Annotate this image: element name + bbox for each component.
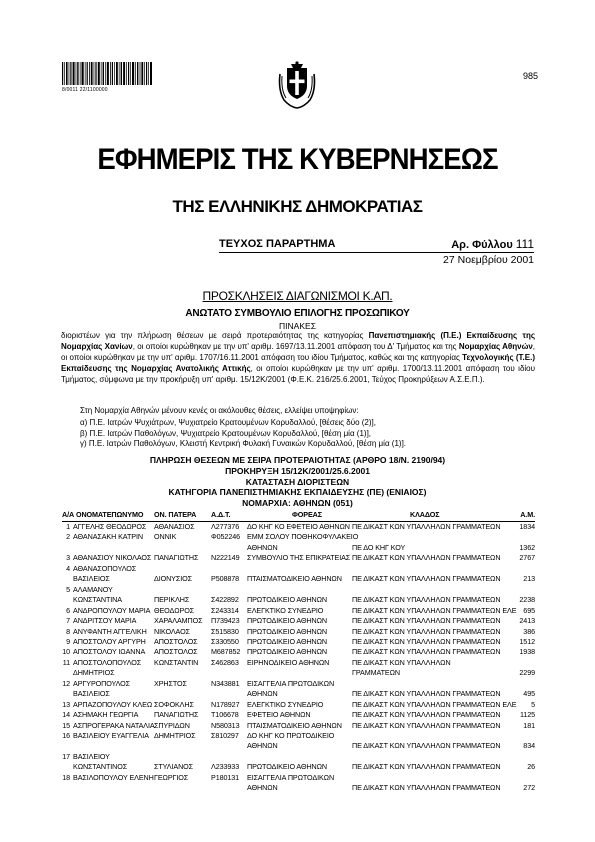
agency: ΑΘΗΝΩΝ [247,542,278,552]
id-number: Μ687852 [211,647,241,657]
father-name: ΘΕΟΔΩΡΟΣ [154,605,195,615]
agency: ΔΟ ΚΗΓ ΚΟ ΠΡΩΤΟΔΙΚΕΙΟ [247,731,335,740]
row-number: 1 [66,522,70,531]
table-row [62,532,535,542]
table-row [62,700,535,710]
issue-date: 27 Νοεμβρίου 2001 [443,254,534,266]
registration-number: 181 [523,720,535,730]
agency: ΕΙΣΑΓΓΕΛΙΑ ΠΡΩΤΟΔΙΚΩΝ [247,772,335,782]
branch: ΠΕ ΔΙΚΑΣΤ ΚΩΝ ΥΠΑΛΛΗΛΩΝ ΓΡΑΜΜΑΤΕΩΝ [352,710,501,720]
council-heading: ΑΝΩΤΑΤΟ ΣΥΜΒΟΥΛΙΟ ΕΠΙΛΟΓΗΣ ΠΡΟΣΩΠΙΚΟΥ [185,308,410,319]
row-number: 5 [66,584,70,594]
father-name: ΧΡΗΣΤΟΣ [154,678,187,688]
agency: ΠΡΩΤΟΔΙΚΕΙΟ ΑΘΗΝΩΝ [247,616,328,626]
father-name: ΣΠΥΡΙΔΩΝ [154,720,190,730]
agency: ΠΤΑΙΣΜΑΤΟΔΙΚΕΙΟ ΑΘΗΝΩΝ [247,720,342,730]
agency: ΠΡΩΤΟΔΙΚΕΙΟ ΑΘΗΝΩΝ [247,647,328,657]
branch: ΠΕ ΔΙΚΑΣΤ ΚΩΝ ΥΠΑΛΛΗΛΩΝ ΓΡΑΜΜΑΤΕΩΝ [352,616,501,626]
registration-number: 2413 [519,616,535,626]
registration-number: 1834 [519,522,535,531]
appointee-name: ΒΑΣΙΛΕΙΟΥ ΕΥΑΓΓΕΛΙΑ [73,731,149,740]
row-number: 8 [66,626,70,636]
row-number: 10 [62,647,70,657]
id-number: Λ277376 [211,522,240,531]
father-name: ΠΑΝΑΓΙΩΤΗΣ [154,710,199,720]
vacancy-item: β) Π.Ε. Ιατρών Παθολόγων, Ψυχιατρείο Κρατουμένων Κορυδαλλού, [θέση μία (1)], [80,428,372,438]
agency: ΕΜΜ ΣΟΛΟΥ ΠΟΘΗΚΟΦΥΛΑΚΕΙΟ [247,532,359,542]
header-rule [219,252,534,253]
sheet-label: Αρ. Φύλλου [451,239,513,251]
table-row [62,647,535,657]
appointee-name: ΑΠΟΣΤΟΛΟΥ ΙΩΑΝΝΑ [73,647,146,657]
father-name: ΔΙΟΝΥΣΙΟΣ [154,574,192,584]
intro-text-4: , οι οποίοι κυρώθηκαν με την υπ' αριθμ. 1700/13.11.2001 απόφαση του ιδίου Τμήματος, σύμφωνα με την προκήρυξη υπ' αριθμ. 15/12Κ/2001 (Φ.Ε.Κ. 216/25.6.2001, Τεύχος Προκηρύξεων Α.Σ.Ε.Π.). [61,363,536,384]
id-number: Τ106678 [211,710,239,720]
appointee-name: ΑΛΑΜΑΝΟΥ [73,584,113,594]
row-number: 12 [62,678,70,688]
branch: ΠΕ ΔΙΚΑΣΤ ΚΩΝ ΥΠΑΛΛΗΛΩΝ ΓΡΑΜΜΑΤΕΩΝ ΕΛΕ [352,605,517,615]
branch: ΠΕ ΔΙΚΑΣΤ ΚΩΝ ΥΠΑΛΛΗΛΩΝ ΓΡΑΜΜΑΤΕΩΝ [352,741,501,751]
appointee-name: ΒΑΣΙΛΕΙΟΥ [73,751,110,761]
announcement-heading: ΠΡΟΚΗΡΥΞΗ 15/12Κ/2001/25.6.2001 [225,466,370,476]
table-row [62,689,535,699]
sheet-number [451,237,534,251]
intro-bold-3: Τεχνολογικής (Τ.Ε.) Εκπαίδευσης της Νομαρχίας Ανατολικής Αττικής [61,352,536,373]
id-number: Ν343881 [211,678,240,688]
id-number: Ρ508878 [211,574,240,584]
branch: ΠΕ ΔΙΚΑΣΤ ΚΩΝ ΥΠΑΛΛΗΛΩΝ ΓΡΑΜΜΑΤΕΩΝ [352,647,501,657]
table-row [62,606,535,616]
table-row [62,783,535,793]
appointee-name: ΒΑΣΙΛΟΠΟΥΛΟΥ ΕΛΕΝΗ [73,772,154,782]
id-number: Ν222149 [211,553,240,563]
column-header-agency: ΦΟΡΕΑΣ [292,510,322,519]
father-name: ΑΘΑΝΑΣΙΟΣ [154,522,195,531]
appointee-name: ΚΩΝΣΤΑΝΤΙΝΟΣ [73,762,128,772]
agency: ΠΡΩΤΟΔΙΚΕΙΟ ΑΘΗΝΩΝ [247,595,328,605]
father-name: ΑΠΟΣΤΟΛΟΣ [154,647,198,657]
branch: ΠΕ ΔΟ ΚΗΓ ΚΟΥ [352,542,406,552]
agency: ΠΤΑΙΣΜΑΤΟΔΙΚΕΙΟ ΑΘΗΝΩΝ [247,574,342,584]
table-row [62,721,535,731]
agency: ΕΛΕΓΚΤΙΚΟ ΣΥΝΕΔΡΙΟ [247,699,324,709]
id-number: Λ233933 [211,762,240,772]
row-number: 9 [66,636,70,646]
branch: ΠΕ ΔΙΚΑΣΤ ΚΩΝ ΥΠΑΛΛΗΛΩΝ ΓΡΑΜΜΑΤΕΩΝ [352,783,501,793]
agency: ΣΥΜΒΟΥΛΙΟ ΤΗΣ ΕΠΙΚΡΑΤΕΙΑΣ [247,553,351,563]
agency: ΠΡΩΤΟΔΙΚΕΙΟ ΑΘΗΝΩΝ [247,636,328,646]
appointee-name: ΑΘΑΝΑΣΙΟΥ ΝΙΚΟΛΑΟΣ [73,553,152,563]
coat-of-arms-emblem [272,60,322,110]
registration-number: 26 [527,762,535,772]
agency: ΑΘΗΝΩΝ [247,783,278,793]
branch: ΠΕ ΔΙΚΑΣΤ ΚΩΝ ΥΠΑΛΛΗΛΩΝ ΓΡΑΜΜΑΤΕΩΝ [352,553,501,563]
row-number: 3 [66,553,70,563]
branch: ΠΕ ΔΙΚΑΣΤ ΚΩΝ ΥΠΑΛΛΗΛΩΝ ΓΡΑΜΜΑΤΕΩΝ [352,595,501,605]
row-number: 2 [66,532,70,542]
appointee-name: ΑΠΟΣΤΟΛΟΠΟΥΛΟΣ [73,657,142,667]
row-number: 18 [62,772,70,782]
appointee-name: ΒΑΣΙΛΕΙΟΣ [73,574,110,584]
appointee-name: ΑΝΥΦΑΝΤΗ ΑΓΓΕΛΙΚΗ [73,626,147,636]
appointee-name: ΑΘΑΝΑΣΑΚΗ ΚΑΤΡΙΝ [73,532,143,542]
registration-number: 2767 [519,553,535,563]
table-row [62,752,535,762]
row-number: 16 [62,731,70,740]
table-row [62,762,535,772]
row-number: 17 [62,751,70,761]
row-number: 15 [62,720,70,730]
appointee-name: ΒΑΣΙΛΕΙΟΣ [73,689,110,699]
branch: ΠΕ ΔΙΚΑΣΤ ΚΩΝ ΥΠΑΛΛΗΛΩΝ ΓΡΑΜΜΑΤΕΩΝ [352,522,501,531]
father-name: ΣΤΥΛΙΑΝΟΣ [154,762,194,772]
table-row [62,773,535,783]
agency: ΑΘΗΝΩΝ [247,689,278,699]
table-row [62,637,535,647]
registration-number: 1938 [519,647,535,657]
list-heading: ΚΑΤΑΣΤΑΣΗ ΔΙΟΡΙΣΤΕΩΝ [245,477,350,487]
intro-paragraph [61,331,535,386]
table-row [62,668,535,678]
branch: ΠΕ ΔΙΚΑΣΤ ΚΩΝ ΥΠΑΛΛΗΛΩΝ ΓΡΑΜΜΑΤΕΩΝ [352,626,501,636]
gazette-title: ΕΦΗΜΕΡΙΣ ΤΗΣ ΚΥΒΕΡΝΗΣΕΩΣ [97,143,498,176]
agency: ΠΡΩΤΟΔΙΚΕΙΟ ΑΘΗΝΩΝ [247,762,328,772]
registration-number: 1125 [519,710,535,720]
registration-number: 272 [523,783,535,793]
agency: ΕΙΣΑΓΓΕΛΙΑ ΠΡΩΤΟΔΙΚΩΝ [247,678,335,688]
intro-bold-1: Πανεπιστημιακής (Π.Ε.) Εκπαίδευσης της Νομαρχίας Χανίων [61,331,535,351]
father-name: ΚΩΝΣΤΑΝΤΙΝ [154,657,199,667]
appointee-name: ΑΘΑΝΑΣΟΠΟΥΛΟΣ [73,563,137,573]
appointee-name: ΚΩΝΣΤΑΝΤΙΝΑ [73,595,122,605]
table-row [62,731,535,741]
branch: ΠΕ ΔΙΚΑΣΤ ΚΩΝ ΥΠΑΛΛΗΛΩΝ [352,657,451,667]
agency: ΕΛΕΓΚΤΙΚΟ ΣΥΝΕΔΡΙΟ [247,605,324,615]
intro-bold-2: Νομαρχίας Αθηνών [458,341,533,351]
column-header-name: Α/Α ΟΝΟΜΑΤΕΠΩΝΥΜΟ [62,510,144,519]
appointee-name: ΔΗΜΗΤΡΙΟΣ [73,668,115,678]
section-title: ΠΡΟΣΚΛΗΣΕΙΣ ΔΙΑΓΩΝΙΣΜΟΙ Κ.ΑΠ. [202,289,393,303]
intro-text-1: διοριστέων για την πλήρωση θέσεων με σειρά προτεραιότητας της κατηγορίας [61,331,369,340]
agency: ΑΘΗΝΩΝ [247,741,278,751]
id-number: Σ462863 [211,657,239,667]
father-name: ΟΝΝΙΚ [154,532,177,542]
branch: ΠΕ ΔΙΚΑΣΤ ΚΩΝ ΥΠΑΛΛΗΛΩΝ ΓΡΑΜΜΑΤΕΩΝ [352,762,501,772]
table-row [62,679,535,689]
table-row [62,564,535,574]
branch: ΠΕ ΔΙΚΑΣΤ ΚΩΝ ΥΠΑΛΛΗΛΩΝ ΓΡΑΜΜΑΤΕΩΝ [352,574,501,584]
table-row [62,585,535,595]
appointee-name: ΑΣΗΜΑΚΗ ΓΕΩΡΓΙΑ [73,710,139,720]
id-number: Σ810297 [211,731,239,740]
id-number: Σ243314 [211,605,239,615]
table-row [62,616,535,626]
agency: ΔΟ ΚΗΓ ΚΟ ΕΦΕΤΕΙΟ ΑΘΗΝΩΝ [247,522,350,531]
table-row [62,522,535,532]
appointee-name: ΑΓΓΕΛΗΣ ΘΕΟΔΩΡΟΣ [73,522,147,531]
father-name: ΣΟΦΟΚΛΗΣ [154,699,194,709]
issue-type: ΤΕΥΧΟΣ ΠΑΡΑΡΤΗΜΑ [219,238,336,250]
row-number: 11 [62,657,70,667]
vacancy-item: α) Π.Ε. Ιατρών Ψυχιάτρων, Ψυχιατρείο Κρατουμένων Κορυδαλλού, [θέσεις δύο (2)], [80,418,376,427]
father-name: ΓΕΩΡΓΙΟΣ [154,772,189,782]
registration-number: 834 [523,741,535,751]
prefecture-heading: ΝΟΜΑΡΧΙΑ: ΑΘΗΝΩΝ (051) [242,498,353,508]
column-header-reg-no: Α.Μ. [520,510,535,519]
appointment-heading: ΠΛΗΡΩΣΗ ΘΕΣΕΩΝ ΜΕ ΣΕΙΡΑ ΠΡΟΤΕΡΑΙΟΤΗΤΑΣ (ΑΡΘΡΟ 18/Ν. 2190/94) [149,455,446,465]
table-row [62,574,535,584]
appointee-name: ΑΡΠΑΖΟΠΟΥΛΟΥ ΚΛΕΩ [73,699,153,709]
table-row [62,553,535,563]
id-number: Φ052246 [211,532,241,542]
branch: ΠΕ ΔΙΚΑΣΤ ΚΩΝ ΥΠΑΛΛΗΛΩΝ ΓΡΑΜΜΑΤΕΩΝ [352,636,501,646]
barcode-number: 8/0011 22/1100000 [62,87,108,93]
table-row [62,710,535,720]
registration-number: 213 [523,574,535,584]
appointee-name: ΑΝΔΡΙΤΣΟΥ ΜΑΡΙΑ [73,616,137,626]
father-name: ΧΑΡΑΛΑΜΠΟΣ [154,616,203,626]
page-number: 985 [522,71,538,81]
registration-number: 1362 [519,542,535,552]
column-header-id: Α.Δ.Τ. [211,510,231,519]
id-number: Ν178927 [211,699,240,709]
agency: ΕΙΡΗΝΟΔΙΚΕΙΟ ΑΘΗΝΩΝ [247,657,330,667]
registration-number: 495 [523,689,535,699]
row-number: 6 [66,605,70,615]
id-number: Π739423 [211,616,240,626]
appointee-name: ΑΝΔΡΟΠΟΥΛΟΥ ΜΑΡΙΑ [73,605,151,615]
appointees-table [62,522,535,792]
gazette-subtitle: ΤΗΣ ΕΛΛΗΝΙΚΗΣ ΔΗΜΟΚΡΑΤΙΑΣ [172,197,423,216]
sheet-number-value: 111 [515,237,534,251]
table-row [62,595,535,605]
branch: ΠΕ ΔΙΚΑΣΤ ΚΩΝ ΥΠΑΛΛΗΛΩΝ ΓΡΑΜΜΑΤΕΩΝ [352,689,501,699]
father-name: ΝΙΚΟΛΑΟΣ [154,626,190,636]
registration-number: 1512 [519,636,535,646]
table-row [62,543,535,553]
table-row [62,658,535,668]
father-name: ΠΑΝΑΓΙΩΤΗΣ [154,553,199,563]
barcode [62,62,152,85]
intro-text-3: , οι οποίοι κυρώθηκαν με την υπ' αριθμ. 1707/16.11.2001 απόφαση του ιδίου Τμήματος, καθώς και της κατηγορίας [61,341,536,362]
registration-number: 386 [523,626,535,636]
id-number: Σ515830 [211,626,239,636]
id-number: Σ422892 [211,595,239,605]
father-name: ΔΗΜΗΤΡΙΟΣ [154,731,196,740]
registration-number: 2238 [519,595,535,605]
branch: ΠΕ ΔΙΚΑΣΤ ΚΩΝ ΥΠΑΛΛΗΛΩΝ ΓΡΑΜΜΑΤΕΩΝ [352,720,501,730]
category-heading: ΚΑΤΗΓΟΡΙΑ ΠΑΝΕΠΙΣΤΗΜΙΑΚΗΣ ΕΚΠΑΙΔΕΥΣΗΣ (ΠΕ) (ΕΝΙΑΙΟΣ) [168,487,427,497]
vacancy-item: γ) Π.Ε. Ιατρών Παθολόγων, Κλειστή Κεντρική Φυλακή Γυναικών Κορυδαλλού, [θέση μία (1)]. [80,439,407,449]
vacancy-list [80,418,406,450]
appointee-name: ΑΣΠΡΟΓΕΡΑΚΑ ΝΑΤΑΛΙΑ [73,720,155,730]
table-header [62,510,535,522]
column-header-father: ΟΝ. ΠΑΤΕΡΑ [154,510,197,519]
row-number: 14 [62,710,70,720]
row-number: 7 [66,616,70,626]
father-name: ΑΠΟΣΤΟΛΟΣ [154,636,198,646]
id-number: Σ330550 [211,636,239,646]
row-number: 13 [62,699,70,709]
row-number: 4 [66,563,70,573]
id-number: Ν580313 [211,720,240,730]
registration-number: 2299 [519,668,535,678]
tables-heading: ΠΙΝΑΚΕΣ [279,321,316,331]
registration-number: 695 [523,605,535,615]
branch: ΓΡΑΜΜΑΤΕΩΝ [352,668,400,678]
appointee-name: ΑΡΓΥΡΟΠΟΥΛΟΣ [73,678,131,688]
agency: ΠΡΩΤΟΔΙΚΕΙΟ ΑΘΗΝΩΝ [247,626,328,636]
vacancy-intro: Στη Νομαρχία Αθηνών μένουν κενές οι ακόλουθες θέσεις, ελλείψει υποψηφίων: [80,406,359,415]
id-number: Ρ180131 [211,772,240,782]
branch: ΠΕ ΔΙΚΑΣΤ ΚΩΝ ΥΠΑΛΛΗΛΩΝ ΓΡΑΜΜΑΤΕΩΝ ΕΛΕ [352,699,517,709]
table-row [62,627,535,637]
father-name: ΠΕΡΙΚΛΗΣ [154,595,190,605]
appointee-name: ΑΠΟΣΤΟΛΟΥ ΑΡΓΥΡΗ [73,636,146,646]
column-header-branch: ΚΛΑΔΟΣ [410,510,440,519]
registration-number: 5 [531,699,535,709]
table-row [62,741,535,751]
agency: ΕΦΕΤΕΙΟ ΑΘΗΝΩΝ [247,710,311,720]
intro-text-2: , οι οποίοι κυρώθηκαν με την υπ' αριθμ. 1697/13.11.2001 απόφαση του Δ' Τμήματος και της [132,341,459,351]
